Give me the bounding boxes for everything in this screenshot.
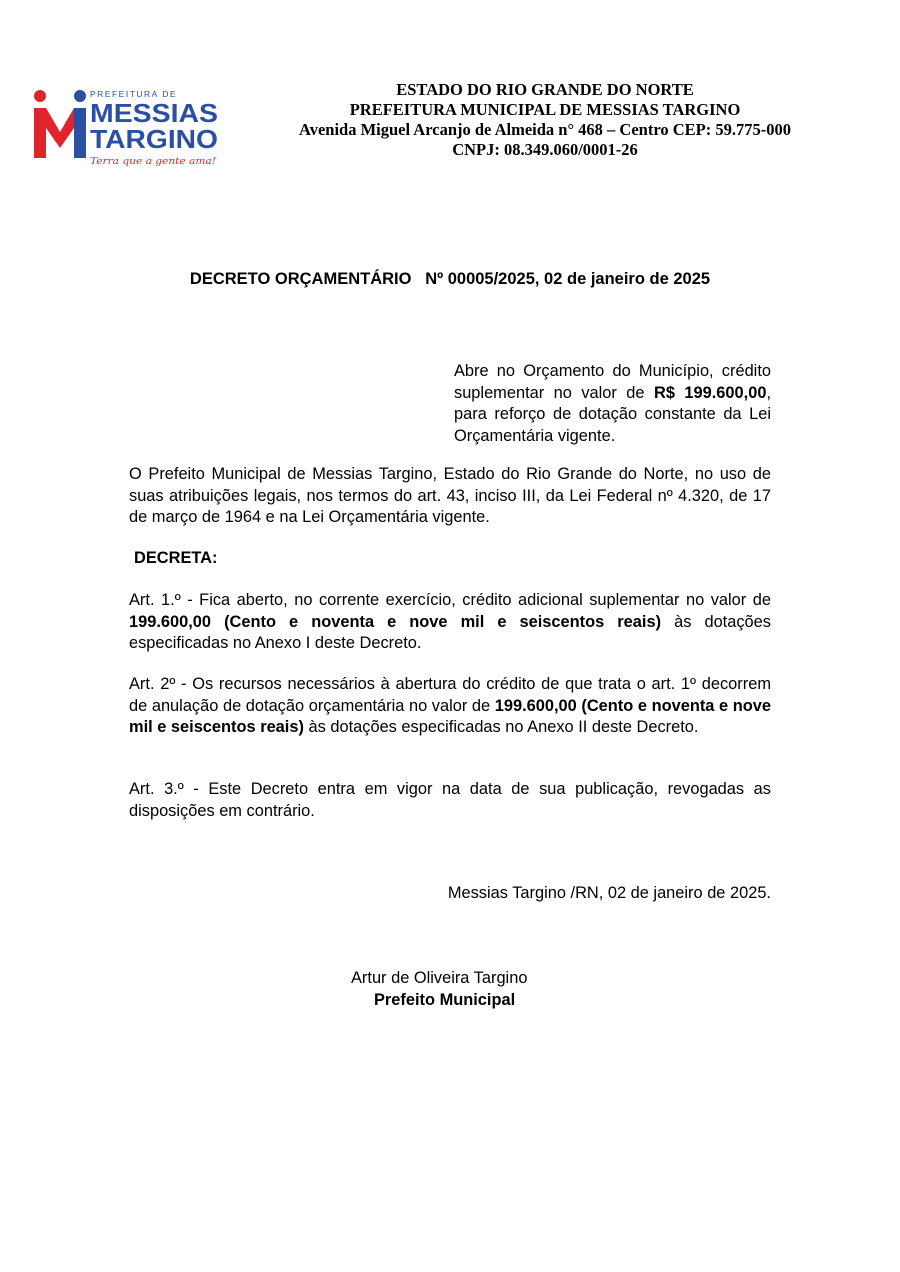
article-1: [129, 590, 771, 655]
article-1-text-end: às dotações especificadas no Anexo I deste Decreto.: [129, 612, 771, 652]
logo-line1: MESSIAS: [90, 98, 218, 128]
summary-text-end: , para reforço de dotação constante da Lei Orçamentária vigente.: [454, 383, 771, 445]
letterhead: [250, 80, 840, 160]
logo-m-stroke: [74, 108, 86, 158]
summary-amount: R$ 199.600,00: [654, 383, 767, 402]
letterhead-state: ESTADO DO RIO GRANDE DO NORTE: [396, 80, 694, 99]
logo-dot: [34, 90, 46, 102]
signatory-role: Prefeito Municipal: [374, 990, 516, 1009]
article-1-amount: 199.600,00 (Cento e noventa e nove mil e seiscentos reais): [129, 612, 662, 631]
logo-line2: TARGINO: [90, 124, 218, 154]
letterhead-cnpj: CNPJ: 08.349.060/0001-26: [452, 140, 638, 159]
logo-dot: [74, 90, 86, 102]
letterhead-municipality: PREFEITURA MUNICIPAL DE MESSIAS TARGINO: [349, 100, 741, 119]
article-2-text: Art. 2º - Os recursos necessários à abertura do crédito de que trata o art. 1º decorrem de anulação de dotação orçamentária no valor de: [129, 675, 771, 715]
logo-prefix: PREFEITURA DE: [90, 89, 178, 99]
logo-slogan: Terra que a gente ama!: [90, 157, 217, 167]
article-2-text-end: às dotações especificadas no Anexo II deste Decreto.: [303, 718, 699, 736]
place-and-date: Messias Targino /RN, 02 de janeiro de 2025.: [447, 884, 771, 902]
article-3: Art. 3.º - Este Decreto entra em vigor na data de sua publicação, revogadas as disposições em contrário.: [129, 780, 771, 820]
article-1-text: Art. 1.º - Fica aberto, no corrente exercício, crédito adicional suplementar no valor de: [129, 591, 771, 609]
decree-summary: [454, 361, 771, 447]
logo-graphic: [30, 86, 230, 168]
summary-text: Abre no Orçamento do Município, crédito suplementar no valor de: [454, 362, 771, 402]
article-2-amount: 199.600,00 (Cento e noventa e nove mil e seiscentos reais): [129, 696, 771, 736]
letterhead-address: Avenida Miguel Arcanjo de Almeida n° 468 – Centro CEP: 59.775-000: [299, 120, 791, 139]
decreta-heading: DECRETA:: [134, 549, 218, 567]
article-2: [129, 674, 771, 739]
signatory-name: Artur de Oliveira Targino: [351, 969, 528, 987]
preamble-paragraph: O Prefeito Municipal de Messias Targino, Estado do Rio Grande do Norte, no uso de suas atribuições legais, nos termos do art. 43, inciso III, da Lei Federal nº 4.320, de 17 de março de 1964 e na Lei Orçamentária vigente.: [129, 465, 771, 526]
decree-title: DECRETO ORÇAMENTÁRIO Nº 00005/2025, 02 de janeiro de 2025: [189, 270, 711, 288]
municipality-logo: [30, 86, 230, 168]
signature-block: [351, 968, 527, 1011]
